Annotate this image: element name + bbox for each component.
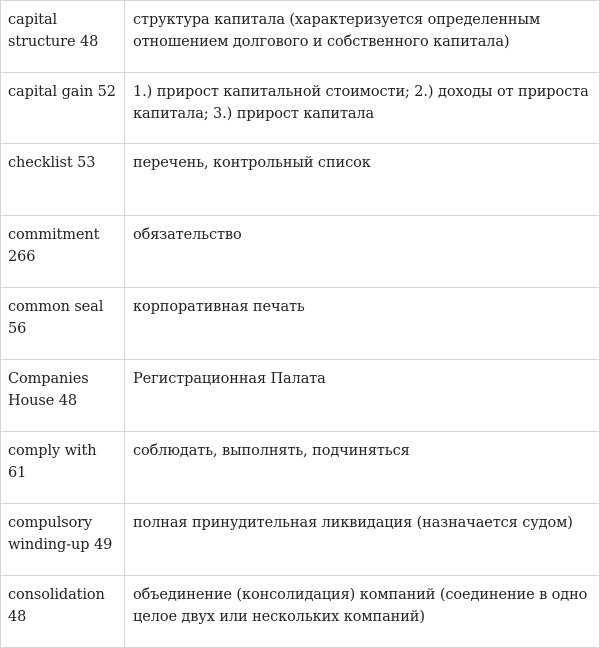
definition-cell: полная принудительная ликвидация (назначается судом) bbox=[125, 504, 600, 576]
term-cell: checklist 53 bbox=[1, 144, 125, 216]
table-row bbox=[1, 360, 600, 432]
definition-cell: структура капитала (характеризуется определенным отношением долгового и собственного капитала) bbox=[125, 1, 600, 73]
term-cell: capital structure 48 bbox=[1, 1, 125, 73]
term-cell: common seal 56 bbox=[1, 288, 125, 360]
definition-cell: 1.) прирост капитальной стоимости; 2.) доходы от прироста капитала; 3.) прирост капитала bbox=[125, 73, 600, 144]
table-row bbox=[1, 1, 600, 73]
term-cell: compulsory winding-up 49 bbox=[1, 504, 125, 576]
table-row bbox=[1, 144, 600, 216]
definition-cell: корпоративная печать bbox=[125, 288, 600, 360]
definition-cell: обязательство bbox=[125, 216, 600, 288]
table-row bbox=[1, 216, 600, 288]
table-row bbox=[1, 73, 600, 144]
term-cell: comply with 61 bbox=[1, 432, 125, 504]
definition-cell: соблюдать, выполнять, подчиняться bbox=[125, 432, 600, 504]
term-cell: capital gain 52 bbox=[1, 73, 125, 144]
term-cell: Companies House 48 bbox=[1, 360, 125, 432]
term-cell: commitment 266 bbox=[1, 216, 125, 288]
table-row bbox=[1, 432, 600, 504]
table-row bbox=[1, 576, 600, 648]
definition-cell: перечень, контрольный список bbox=[125, 144, 600, 216]
definition-cell: объединение (консолидация) компаний (соединение в одно целое двух или нескольких компаний) bbox=[125, 576, 600, 648]
term-cell: consolidation 48 bbox=[1, 576, 125, 648]
definition-cell: Регистрационная Палата bbox=[125, 360, 600, 432]
table-row bbox=[1, 288, 600, 360]
table-row bbox=[1, 504, 600, 576]
